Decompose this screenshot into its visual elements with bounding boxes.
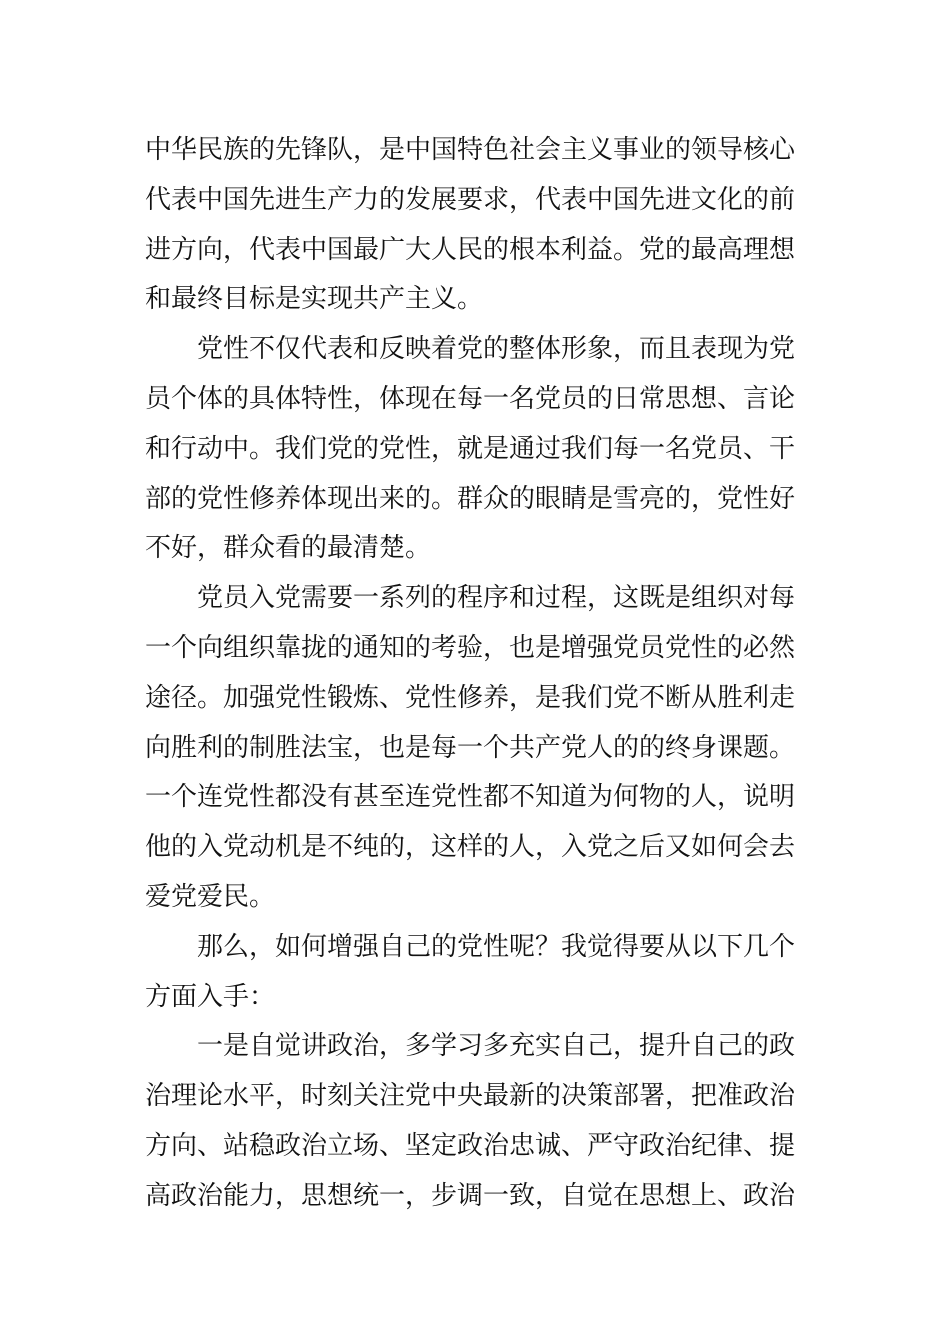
- text-line: 代表中国先进生产力的发展要求，代表中国先进文化的前: [145, 184, 796, 215]
- text-line: 中华民族的先锋队，是中国特色社会主义事业的领导核心: [145, 135, 796, 165]
- text-line: 途径。加强党性锻炼、党性修养，是我们党不断从胜利走: [145, 682, 796, 713]
- text-line: 高政治能力，思想统一，步调一致，自觉在思想上、政治: [145, 1180, 796, 1211]
- body-text: [145, 126, 815, 1222]
- text-line: 和最终目标是实现共产主义。: [145, 284, 484, 315]
- text-line: 治理论水平，时刻关注党中央最新的决策部署，把准政治: [145, 1081, 796, 1112]
- text-line: 一个向组织靠拢的通知的考验，也是增强党员党性的必然: [145, 632, 796, 663]
- text-line: 不好，群众看的最清楚。: [145, 533, 432, 564]
- text-line: 一个连党性都没有甚至连党性都不知道为何物的人，说明: [145, 782, 796, 813]
- text-line: 进方向，代表中国最广大人民的根本利益。党的最高理想: [145, 234, 796, 265]
- text-line: 员个体的具体特性，体现在每一名党员的日常思想、言论: [145, 383, 796, 414]
- text-line: 方面入手：: [145, 981, 276, 1012]
- paragraph-first-line: 那么，如何增强自己的党性呢？我觉得要从以下几个: [197, 931, 796, 962]
- text-line: 爱党爱民。: [145, 881, 276, 912]
- text-line: 方向、站稳政治立场、坚定政治忠诚、严守政治纪律、提: [145, 1130, 796, 1161]
- text-line: 向胜利的制胜法宝，也是每一个共产党人的的终身课题。: [145, 732, 796, 763]
- paragraph-first-line: 一是自觉讲政治，多学习多充实自己，提升自己的政: [197, 1031, 796, 1062]
- text-line: 部的党性修养体现出来的。群众的眼睛是雪亮的，党性好: [145, 483, 796, 514]
- text-line: 和行动中。我们党的党性，就是通过我们每一名党员、干: [145, 433, 796, 464]
- paragraph-first-line: 党性不仅代表和反映着党的整体形象，而且表现为党: [197, 334, 796, 365]
- text-line: 他的入党动机是不纯的，这样的人，入党之后又如何会去: [145, 832, 796, 863]
- paragraph-first-line: 党员入党需要一系列的程序和过程，这既是组织对每: [197, 583, 796, 614]
